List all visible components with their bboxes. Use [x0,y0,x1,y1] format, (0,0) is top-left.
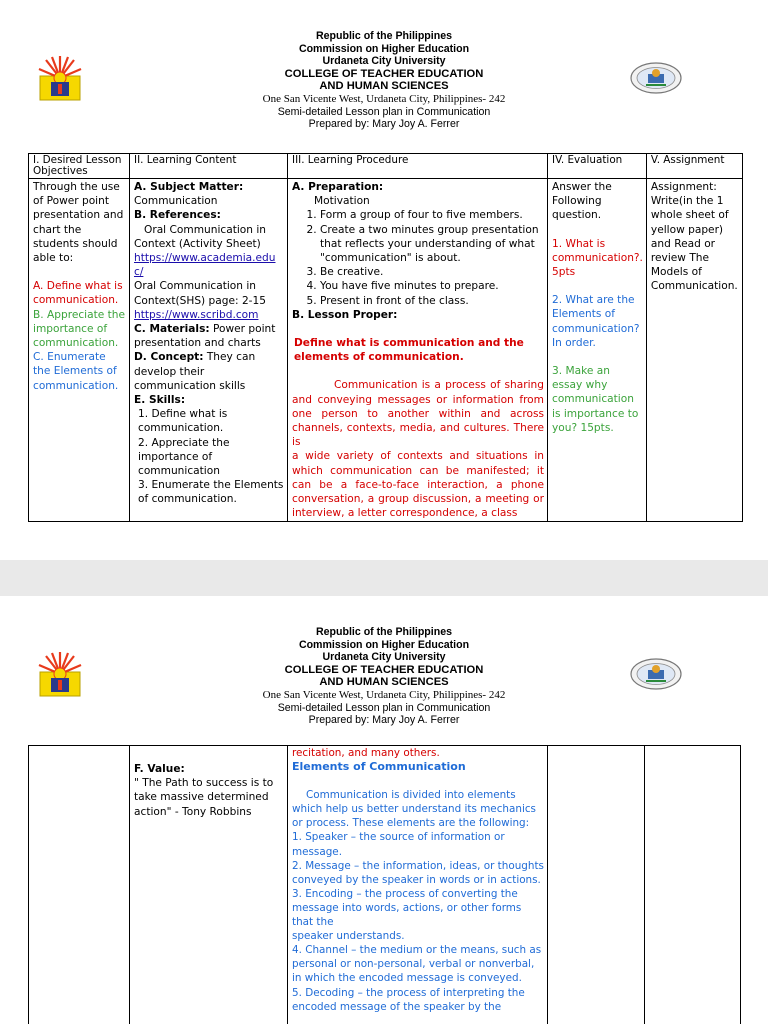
address-line: One San Vicente West, Urdaneta City, Philippines- 242 [262,92,506,105]
step-3: 3. Be creative. [320,265,544,279]
objectives-cell [29,179,130,522]
header-assignment: V. Assignment [646,154,742,179]
materials-value: Power point presentation and charts [134,323,276,350]
element-4: 4. Channel – the medium or the means, such as personal or non-personal, verbal or nonverbal, in which the encoded message is conveyed. [292,944,542,985]
references-label: B. References: [134,209,221,222]
subject-value: Communication [134,195,218,208]
prepared-by: Prepared by: Mary Joy A. Ferrer [308,118,460,131]
element-2: 2. Message – the information, ideas, or thoughts conveyed by the speaker in words or in actions. [292,859,544,886]
header-procedure: III. Learning Procedure [288,154,548,179]
evaluation-intro: Answer the Following question. [552,181,612,222]
evaluation-question-2: 2. What are the Elements of communication? In order. [552,294,640,349]
header-objectives: I. Desired Lesson Objectives [29,154,130,179]
lesson-proper-label: B. Lesson Proper: [292,308,398,321]
reference-2-link[interactable]: https://www.scribd.com [134,308,259,321]
objectives-intro: Through the use of Power point presentation and chart the students should able to: [33,181,124,265]
evaluation-cell [548,746,645,1024]
republic-line: Republic of the Philippines [316,30,452,42]
address-line: One San Vicente West, Urdaneta City, Philippines- 242 [262,688,506,701]
continued-text: recitation, and many others. [292,747,440,759]
objective-c: C. Enumerate the Elements of communication. [33,351,119,392]
republic-line: Republic of the Philippines [316,626,452,638]
content-cell [130,746,288,1024]
college-line-2: AND HUMAN SCIENCES [319,80,449,93]
page-2 [0,596,768,1024]
table-row [29,179,743,522]
reference-1: Oral Communication in Context (Activity Sheet) [134,223,267,250]
college-line-1: COLLEGE OF TEACHER EDUCATION [284,67,484,80]
communication-paragraph-1: Communication is a process of sharing and conveying messages or information from one person to another within and across channels, contexts, media, and cultures. There is [292,379,544,449]
document-header [0,30,768,131]
lesson-plan-table [28,153,743,522]
reference-2: Oral Communication in Context(SHS) page: 2-15 [134,280,266,307]
plan-title: Semi-detailed Lesson plan in Communication [277,105,491,118]
materials-label: C. Materials: [134,323,210,336]
content-cell [130,179,288,522]
college-line-1: COLLEGE OF TEACHER EDUCATION [284,663,484,676]
step-4: 4. You have five minutes to prepare. [320,279,544,293]
evaluation-question-1: 1. What is communication?. 5pts [552,237,643,279]
evaluation-question-3: 3. Make an essay why communication is importance to you? 15pts. [552,365,639,434]
plan-title: Semi-detailed Lesson plan in Communication [277,701,491,714]
define-heading: Define what is communication and the elements of communication. [294,337,524,364]
objective-a: A. Define what is communication. [33,280,123,307]
element-5: 5. Decoding – the process of interpreting the encoded message of the speaker by the [292,986,525,1013]
evaluation-cell [548,179,647,522]
element-1: 1. Speaker – the source of information or message. [292,831,505,858]
motivation-steps [292,208,544,307]
commission-line: Commission on Higher Education [298,42,470,55]
lesson-plan-table-continued [28,745,741,1024]
table-row [29,746,741,1024]
element-3-cont: speaker understands. [292,930,405,943]
reference-1-link[interactable]: https://www.academia.educ/ [134,252,276,279]
college-line-2: AND HUMAN SCIENCES [319,676,449,689]
elements-heading: Elements of Communication [292,760,466,774]
materials [134,322,284,350]
value-quote: " The Path to success is to take massive determined action" - Tony Robbins [134,777,274,818]
motivation-label: Motivation [314,195,370,208]
skill-3: 3. Enumerate the Elements of communication. [138,479,284,506]
document-header [0,626,768,727]
elements-intro: Communication is divided into elements which help us better understand its mechanics or process. These elements are the following: [292,789,536,830]
table-header-row [29,154,743,179]
element-3: 3. Encoding – the process of converting the message into words, actions, or other forms that the [292,887,522,929]
communication-paragraph-2: a wide variety of contexts and situations in which communication can be manifested; it can be a face-to-face interaction, a phone conversation, a group discussion, a meeting or interview, a letter correspondence, a class [292,450,544,520]
step-2: 2. Create a two minutes group presentation that reflects your understanding of what "communication" is about. [320,223,544,266]
concept-value: They can develop their communication skills [134,351,256,392]
skills-label: E. Skills: [134,394,186,407]
procedure-cell [288,179,548,522]
commission-line: Commission on Higher Education [298,638,470,651]
skill-1: 1. Define what is communication. [138,408,228,435]
step-5: 5. Present in front of the class. [320,294,544,308]
concept [134,350,284,393]
objectives-cell [29,746,130,1024]
procedure-cell [288,746,548,1024]
objective-b: B. Appreciate the importance of communication. [33,308,126,350]
skill-2: 2. Appreciate the importance of communication [138,436,230,478]
university-line: Urdaneta City University [322,651,446,664]
assignment-cell [645,746,741,1024]
concept-label: D. Concept: [134,351,204,364]
assignment-text: Assignment: Write(in the 1 whole sheet of yellow paper) and Read or review The Models of Communication. [650,181,738,293]
assignment-cell [646,179,742,522]
step-1: 1. Form a group of four to five members. [320,208,544,222]
header-evaluation: IV. Evaluation [548,154,647,179]
prepared-by: Prepared by: Mary Joy A. Ferrer [308,714,460,727]
header-content: II. Learning Content [130,154,288,179]
university-line: Urdaneta City University [322,55,446,68]
subject-label: A. Subject Matter: [134,181,244,193]
value-label: F. Value: [134,763,185,775]
preparation-label: A. Preparation: [292,181,384,193]
